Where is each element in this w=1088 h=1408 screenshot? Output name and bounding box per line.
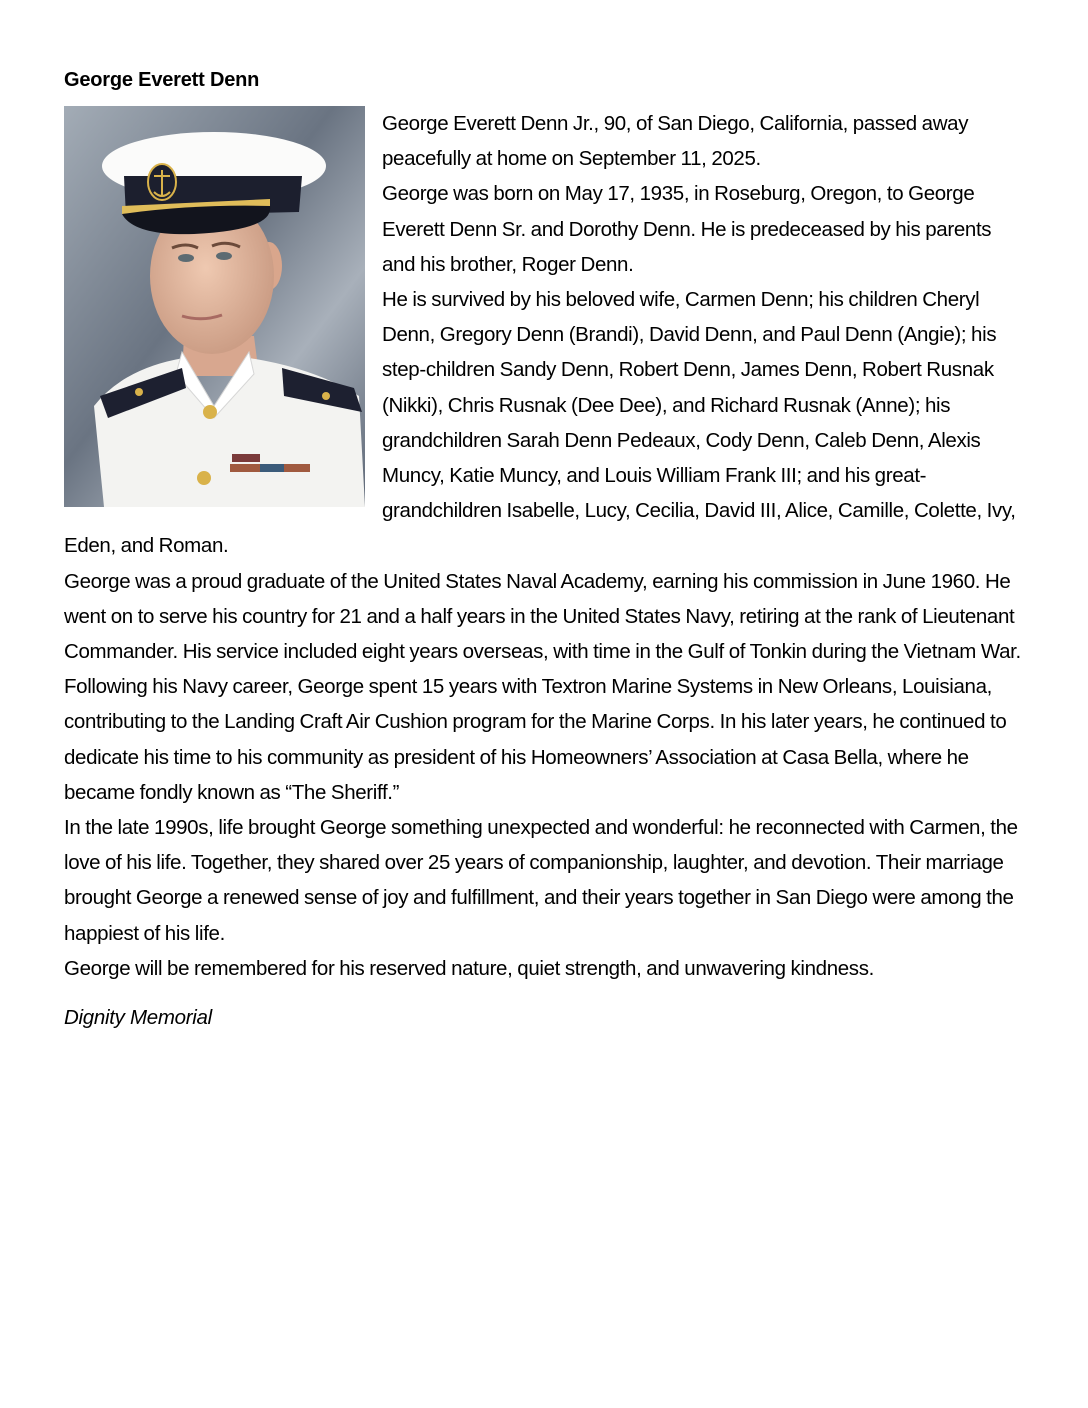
paragraph-marriage: In the late 1990s, life brought George something unexpected and wonderful: he reconnected with Carmen, the love of his life. Together, they shared over 25 years of companionship, laughter, and devotion. Their marriage brought George a renewed sense of joy and fulfillment, and their years together in San Diego were among the happiest of his life. <box>64 816 1018 945</box>
paragraph-survivors: He is survived by his beloved wife, Carmen Denn; his children Cheryl Denn, Gregory Denn (Brandi), David Denn, and Paul Denn (Angie); his step-children Sandy Denn, Robert Denn, James Denn, Robert Rusnak (Nikki), Chris Rusnak (Dee Dee), and Richard Rusnak (Anne); his grandchildren Sarah Denn Pedeaux, Cody Denn, Caleb Denn, Alexis Muncy, Katie Muncy, and Louis William Frank III; and his great-grandchildren Isabelle, Lucy, Cecilia, David III, Alice, Camille, Colette, Ivy, Eden, and Roman. <box>64 288 1016 558</box>
obituary-body <box>64 106 1026 986</box>
paragraph-death-notice: George Everett Denn Jr., 90, of San Diego, California, passed away peacefully at home on September 11, 2025. <box>382 112 969 171</box>
source-credit: Dignity Memorial <box>64 1006 212 1030</box>
obituary-title: George Everett Denn <box>64 69 260 91</box>
portrait-photo <box>64 106 365 507</box>
paragraph-remembrance: George will be remembered for his reserved nature, quiet strength, and unwavering kindness. <box>64 956 874 980</box>
portrait-illustration <box>64 106 365 507</box>
paragraph-birth-family: George was born on May 17, 1935, in Roseburg, Oregon, to George Everett Denn Sr. and Dorothy Denn. He is predeceased by his parents and his brother, Roger Denn. <box>382 182 992 276</box>
paragraph-career: George was a proud graduate of the United States Naval Academy, earning his commission in June 1960. He went on to serve his country for 21 and a half years in the United States Navy, retiring at the rank of Lieutenant Commander. His service included eight years overseas, with time in the Gulf of Tonkin during the Vietnam War. Following his Navy career, George spent 15 years with Textron Marine Systems in New Orleans, Louisiana, contributing to the Landing Craft Air Cushion program for the Marine Corps. In his later years, he continued to dedicate his time to his community as president of his Homeowners’ Association at Casa Bella, where he became fondly known as “The Sheriff.” <box>64 569 1021 804</box>
obituary-page <box>64 64 1026 1035</box>
